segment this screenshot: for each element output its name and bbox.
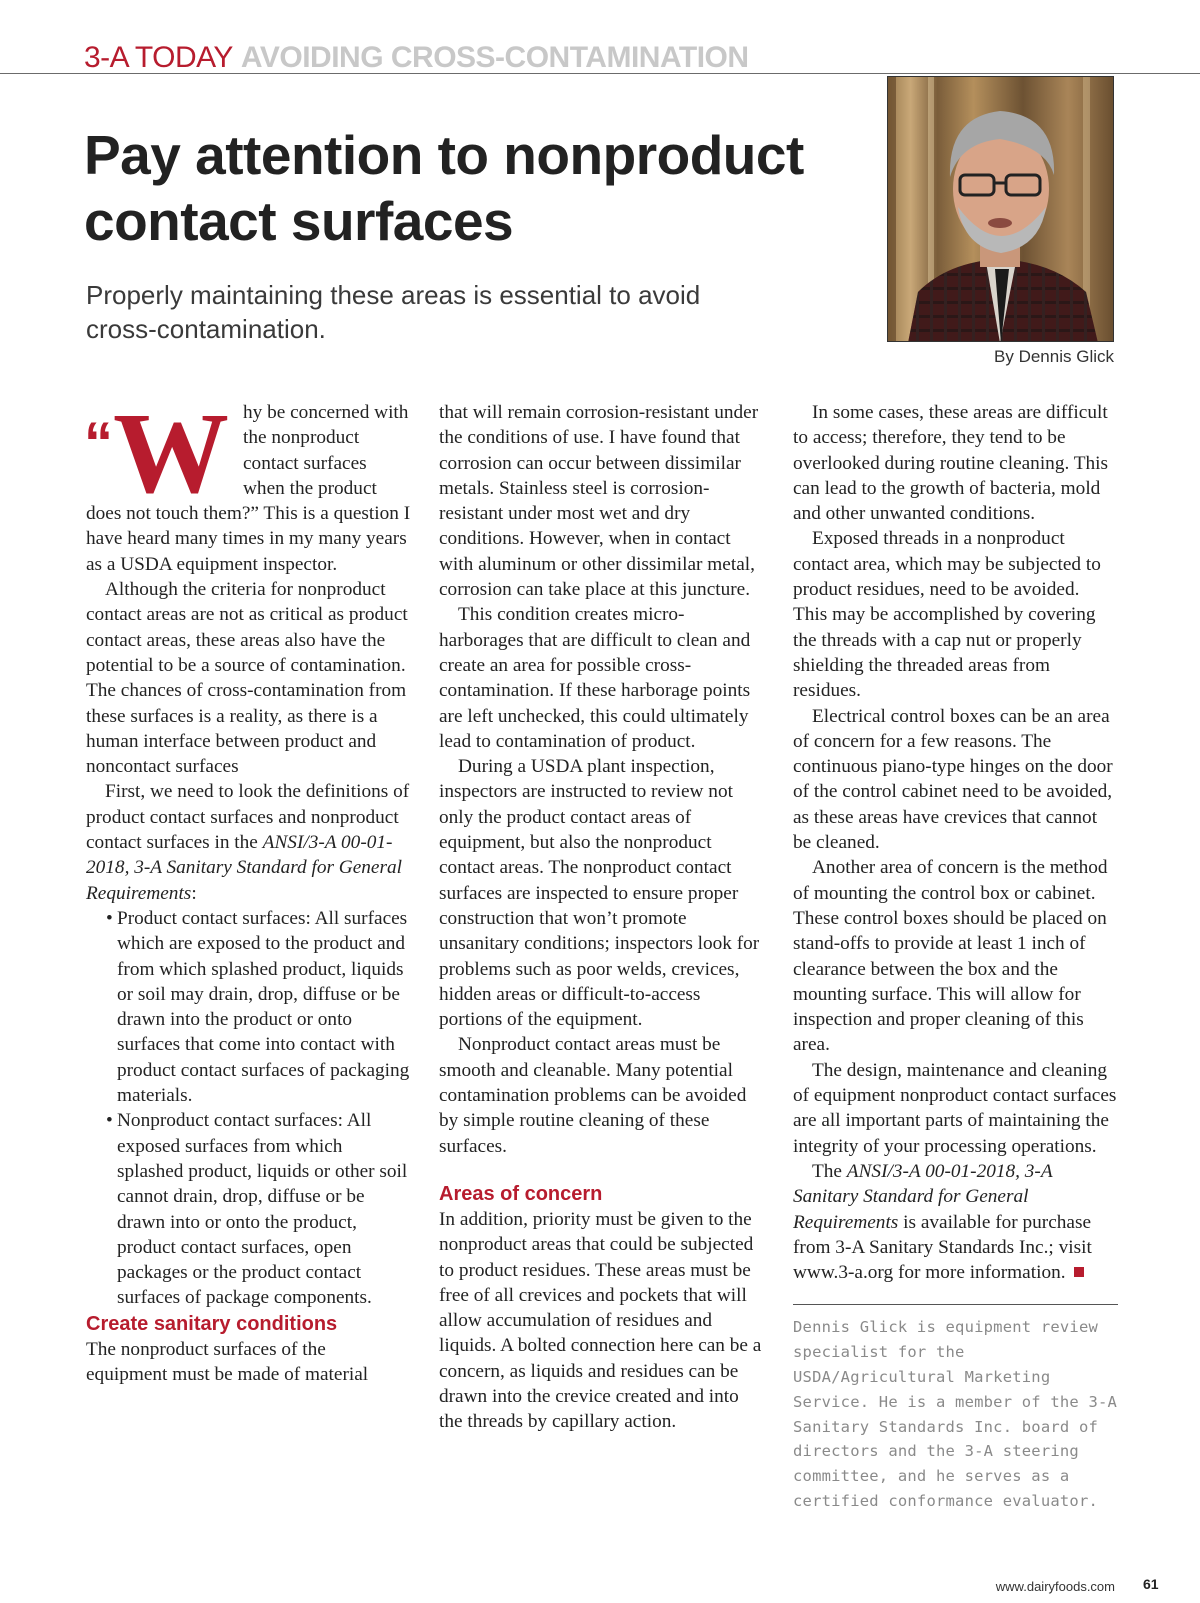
section-topic: AVOIDING CROSS-CONTAMINATION	[240, 41, 749, 74]
standard-reference: ANSI/3-A 00-01-2018, 3-A Sanitary Standard for General Requirements	[793, 1160, 1053, 1233]
article-column-1	[84, 390, 411, 1387]
footer-url: www.dairyfoods.com	[995, 1579, 1115, 1594]
paragraph: Electrical control boxes can be an area of concern for a few reasons. The continuous piano-type hinges on the door of the control cabinet need to be avoided, as these areas have crevices that cannot be cleaned.	[793, 705, 1113, 854]
bullet-icon: •	[106, 1110, 113, 1132]
byline: By Dennis Glick	[994, 347, 1114, 366]
paragraph: First, we need to look the definitions of product contact surfaces and nonproduct contact surfaces in the ANSI/3-A 00-01-2018, 3-A Sanitary Standard for General Requirements:	[86, 781, 410, 904]
paragraph: During a USDA plant inspection, inspectors are instructed to review not only the product contact areas of equipment, but also the nonproduct contact areas. The nonproduct contact surfaces are inspected to ensure proper construction that won’t promote unsanitary conditions; inspectors look for problems such as poor welds, crevices, hidden areas or difficult-to-access portions of the equipment.	[439, 756, 760, 1031]
paragraph: “W hy be concerned with the nonproduct contact surfaces when the product does not touch them?” This is a question I have heard many times in my many years as a USDA equipment inspector.	[84, 390, 411, 575]
article-deck: Properly maintaining these areas is essential to avoid cross-contamination.	[86, 280, 701, 344]
page-number: 61	[1143, 1576, 1159, 1592]
paragraph: The nonproduct surfaces of the equipment must be made of material	[86, 1338, 369, 1385]
list-item: • Product contact surfaces: All surfaces which are exposed to the product and from which splashed product, liquids or soil may drain, drop, diffuse or be drawn into the product or onto surfaces that come into contact with product contact surfaces of packaging materials.	[106, 907, 410, 1107]
paragraph: In some cases, these areas are difficult to access; therefore, they tend to be overlooked during routine cleaning. This can lead to the growth of bacteria, mold and other unwanted conditions.	[793, 402, 1109, 525]
end-mark-icon	[1074, 1267, 1084, 1277]
drop-cap: “W	[84, 390, 229, 518]
paragraph: Nonproduct contact areas must be smooth and cleanable. Many potential contamination problems can be avoided by simple routine cleaning of these surfaces.	[439, 1034, 747, 1157]
bullet-icon: •	[106, 907, 113, 929]
paragraph: Another area of concern is the method of mounting the control box or cabinet. These control boxes should be placed on stand-offs to provide at least 1 inch of clearance between the box and the mounting surface. This will allow for inspection and proper cleaning of this area.	[793, 857, 1108, 1056]
paragraph: Exposed threads in a nonproduct contact area, which may be subjected to product residues, need to be avoided. This may be accomplished by covering the threads with a cap nut or properly shielding the threaded areas from residues.	[793, 528, 1101, 702]
author-bio: Dennis Glick is equipment review specialist for the USDA/Agricultural Marketing Service. He is a member of the 3-A Sanitary Standards Inc. board of directors and the 3-A steering committee, and he serves as a certified conformance evaluator.	[793, 1318, 1118, 1510]
paragraph: The design, maintenance and cleaning of equipment nonproduct contact surfaces are all important parts of maintaining the integrity of your processing operations.	[793, 1059, 1117, 1157]
paragraph: Although the criteria for nonproduct contact areas are not as critical as product contact areas, these areas also have the potential to be a source of contamination. The chances of cross-contamination from these surfaces is a reality, as there is a human interface between product and noncontact surfaces	[86, 579, 408, 778]
paragraph: that will remain corrosion-resistant under the conditions of use. I have found that corrosion can occur between dissimilar metals. Stainless steel is corrosion-resistant under most wet and dry conditions. However, when in contact with aluminum or other dissimilar metal, corrosion can take place at this juncture.	[439, 402, 759, 601]
paragraph: The ANSI/3-A 00-01-2018, 3-A Sanitary Standard for General Requirements is available for purchase from 3-A Sanitary Standards Inc.; visit www.3-a.org for more information.	[793, 1160, 1092, 1284]
paragraph: This condition creates micro-harborages that are difficult to clean and create an area for possible cross-contamination. If these harborage points are left unchecked, this could ultimately lead to contamination of product.	[439, 604, 751, 752]
article-column-3	[793, 400, 1118, 1514]
list-item: • Nonproduct contact surfaces: All exposed surfaces from which splashed product, liquids or other soil cannot drain, drop, diffuse or be drawn into or onto the product, product contact surfaces, open packages or the product contact surfaces of package components.	[106, 1110, 408, 1309]
bio-divider	[793, 1304, 1118, 1305]
definition-list	[86, 906, 411, 1311]
paragraph: In addition, priority must be given to the nonproduct areas that could be subjected to product residues. These areas must be free of all crevices and pockets that will allow accumulation of residues and liquids. A bolted connection here can be a concern, as liquids and residues can be drawn into the crevice created and into the threads by capillary action.	[439, 1208, 762, 1433]
subhead: Areas of concern	[439, 1182, 603, 1205]
subhead: Create sanitary conditions	[86, 1312, 338, 1335]
section-label: 3-A TODAY	[84, 41, 233, 74]
article-title: Pay attention to nonproduct contact surfaces	[84, 124, 804, 252]
author-portrait-photo	[887, 76, 1114, 342]
standard-reference: ANSI/3-A 00-01-2018, 3-A Sanitary Standard for General Requirements	[86, 832, 402, 904]
article-column-2	[439, 400, 764, 1435]
section-header	[84, 40, 749, 76]
